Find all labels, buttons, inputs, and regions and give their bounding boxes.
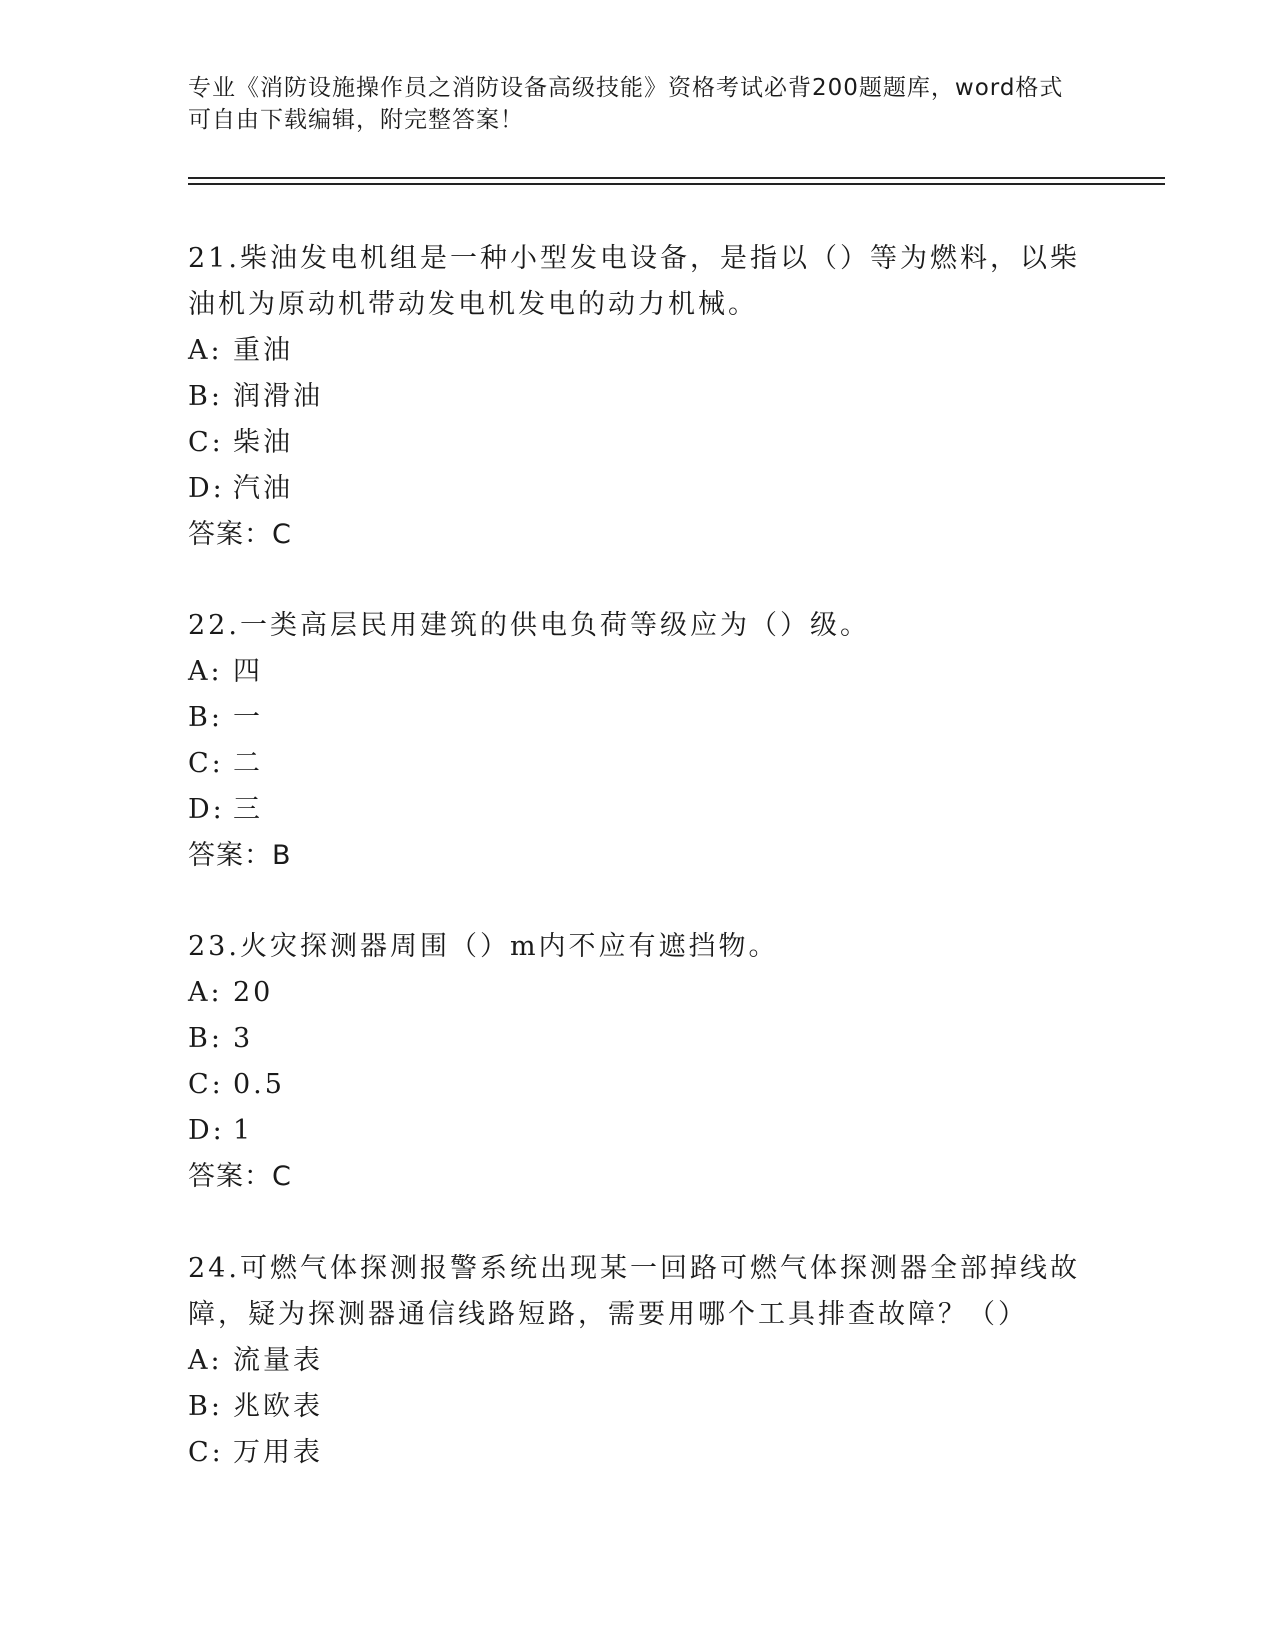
- option-letter: C:: [188, 1069, 224, 1100]
- option-a: [188, 328, 1088, 374]
- option-text: 二: [233, 748, 263, 779]
- option-text: 3: [233, 1023, 254, 1054]
- option-a: [188, 1338, 1088, 1384]
- question-stem: 21.柴油发电机组是一种小型发电设备，是指以（）等为燃料，以柴油机为原动机带动发电机发电的动力机械。: [188, 243, 1080, 320]
- option-text: 兆欧表: [233, 1391, 323, 1422]
- option-text: 1: [233, 1115, 254, 1146]
- option-c: [188, 1430, 1088, 1476]
- answer-line: 答案：C: [188, 1161, 292, 1192]
- option-d: [188, 1108, 1088, 1154]
- option-a: [188, 649, 1088, 695]
- question-22: [188, 603, 1088, 879]
- option-d: [188, 787, 1088, 833]
- option-text: 万用表: [233, 1437, 323, 1468]
- option-b: [188, 374, 1088, 420]
- question-21: [188, 236, 1088, 558]
- option-text: 一: [233, 702, 263, 733]
- option-text: 流量表: [233, 1345, 323, 1376]
- option-text: 四: [233, 656, 263, 687]
- option-a: [188, 970, 1088, 1016]
- answer-line: 答案：C: [188, 519, 292, 550]
- option-text: 20: [233, 977, 274, 1008]
- option-text: 0.5: [233, 1069, 285, 1100]
- option-text: 柴油: [233, 427, 293, 458]
- option-letter: B:: [188, 1391, 223, 1422]
- option-letter: B:: [188, 381, 223, 412]
- option-text: 汽油: [233, 473, 293, 504]
- option-b: [188, 1384, 1088, 1430]
- option-text: 三: [233, 794, 263, 825]
- option-letter: A:: [188, 1345, 223, 1376]
- option-letter: B:: [188, 702, 223, 733]
- header-divider-bottom: [188, 183, 1165, 185]
- question-stem: 22.一类高层民用建筑的供电负荷等级应为（）级。: [188, 610, 870, 641]
- header-divider-top: [188, 177, 1165, 179]
- option-letter: C:: [188, 748, 224, 779]
- question-stem: 23.火灾探测器周围（）m内不应有遮挡物。: [188, 931, 779, 962]
- option-c: [188, 1062, 1088, 1108]
- question-24: [188, 1246, 1088, 1476]
- option-letter: A:: [188, 656, 223, 687]
- option-letter: A:: [188, 335, 223, 366]
- question-stem: 24.可燃气体探测报警系统出现某一回路可燃气体探测器全部掉线故障，疑为探测器通信线路短路，需要用哪个工具排查故障？（）: [188, 1253, 1080, 1330]
- option-c: [188, 741, 1088, 787]
- option-letter: C:: [188, 427, 224, 458]
- option-d: [188, 466, 1088, 512]
- option-text: 润滑油: [233, 381, 323, 412]
- option-letter: B:: [188, 1023, 223, 1054]
- answer-line: 答案：B: [188, 840, 292, 871]
- option-letter: A:: [188, 977, 223, 1008]
- option-b: [188, 695, 1088, 741]
- option-letter: C:: [188, 1437, 224, 1468]
- option-letter: D:: [188, 794, 225, 825]
- option-letter: D:: [188, 1115, 225, 1146]
- option-b: [188, 1016, 1088, 1062]
- option-text: 重油: [233, 335, 293, 366]
- question-23: [188, 924, 1088, 1200]
- option-c: [188, 420, 1088, 466]
- option-letter: D:: [188, 473, 225, 504]
- document-header: 专业《消防设施操作员之消防设备高级技能》资格考试必背200题题库，word格式可自由下载编辑，附完整答案！: [188, 75, 1064, 133]
